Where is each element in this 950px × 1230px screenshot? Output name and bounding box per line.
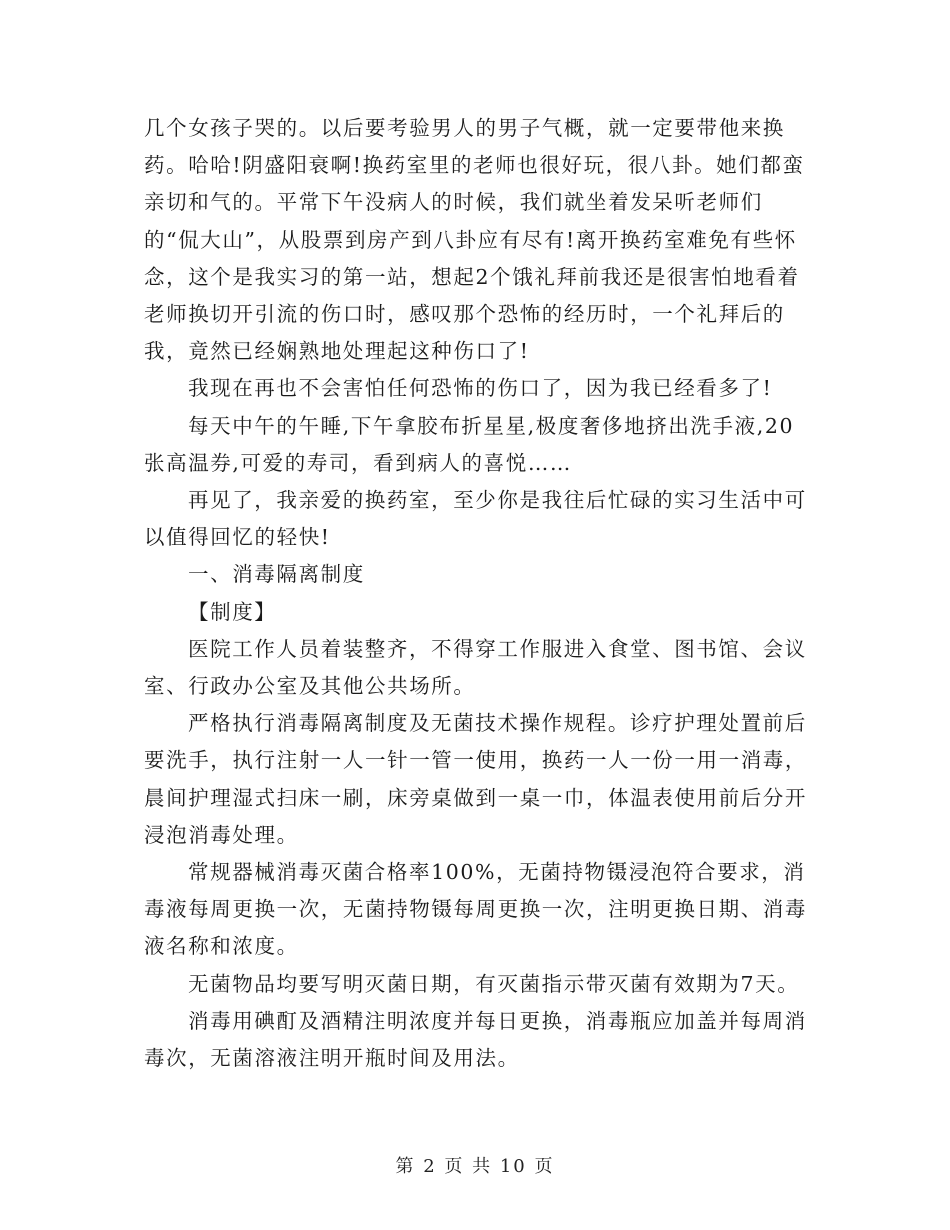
paragraph-no-fear: 我现在再也不会害怕任何恐怖的伤口了，因为我已经看多了! bbox=[188, 376, 773, 401]
page-number-footer: 第 2 页 共 10 页 bbox=[395, 1156, 555, 1177]
paragraph-rule-aseptic: 严格执行消毒隔离制度及无菌技术操作规程。诊疗护理处置前后要洗手，执行注射一人一针一管一使用，换药一人一份一用一消毒，晨间护理湿式扫床一刷，床旁桌做到一桌一巾，体温表使用前后分开浸泡消毒处理。 bbox=[144, 711, 807, 847]
paragraph-rule-sterile-items: 无菌物品均要写明灭菌日期，有灭菌指示带灭菌有效期为7天。 bbox=[188, 971, 800, 996]
paragraph-continued-text: 几个女孩子哭的。以后要考验男人的男子气概，就一定要带他来换药。哈哈!阴盛阳衰啊!换药室里的老师也很好玩，很八卦。她们都蛮亲切和气的。平常下午没病人的时候，我们就坐着发呆听老师们的“侃大山”，从股票到房产到八卦应有尽有!离开换药室难免有些怀念，这个是我实习的第一站，想起2个饿礼拜前我还是很害怕地看着老师换切开引流的伤口时，感叹那个恐怖的经历时，一个礼拜后的我，竟然已经娴熟地处理起这种伤口了! bbox=[144, 116, 805, 364]
paragraph-daily-life: 每天中午的午睡,下午拿胶布折星星,极度奢侈地挤出洗手液,20张高温券,可爱的寿司，看到病人的喜悦…… bbox=[144, 413, 795, 475]
paragraph-rule-attire: 医院工作人员着装整齐，不得穿工作服进入食堂、图书馆、会议室、行政办公室及其他公共场所。 bbox=[144, 636, 807, 699]
paragraph-rule-instruments: 常规器械消毒灭菌合格率100%，无菌持物镊浸泡符合要求，消毒液每周更换一次，无菌持物镊每周更换一次，注明更换日期、消毒液名称和浓度。 bbox=[144, 860, 807, 959]
document-body bbox=[144, 110, 814, 1077]
paragraph-farewell: 再见了，我亲爱的换药室，至少你是我往后忙碌的实习生活中可以值得回忆的轻快! bbox=[144, 488, 807, 550]
subheading-system: 【制度】 bbox=[188, 599, 277, 624]
section-heading-disinfection: 一、消毒隔离制度 bbox=[188, 562, 365, 587]
paragraph-rule-iodine: 消毒用碘酊及酒精注明浓度并每日更换，消毒瓶应加盖并每周消毒次，无菌溶液注明开瓶时间及用法。 bbox=[144, 1008, 807, 1071]
